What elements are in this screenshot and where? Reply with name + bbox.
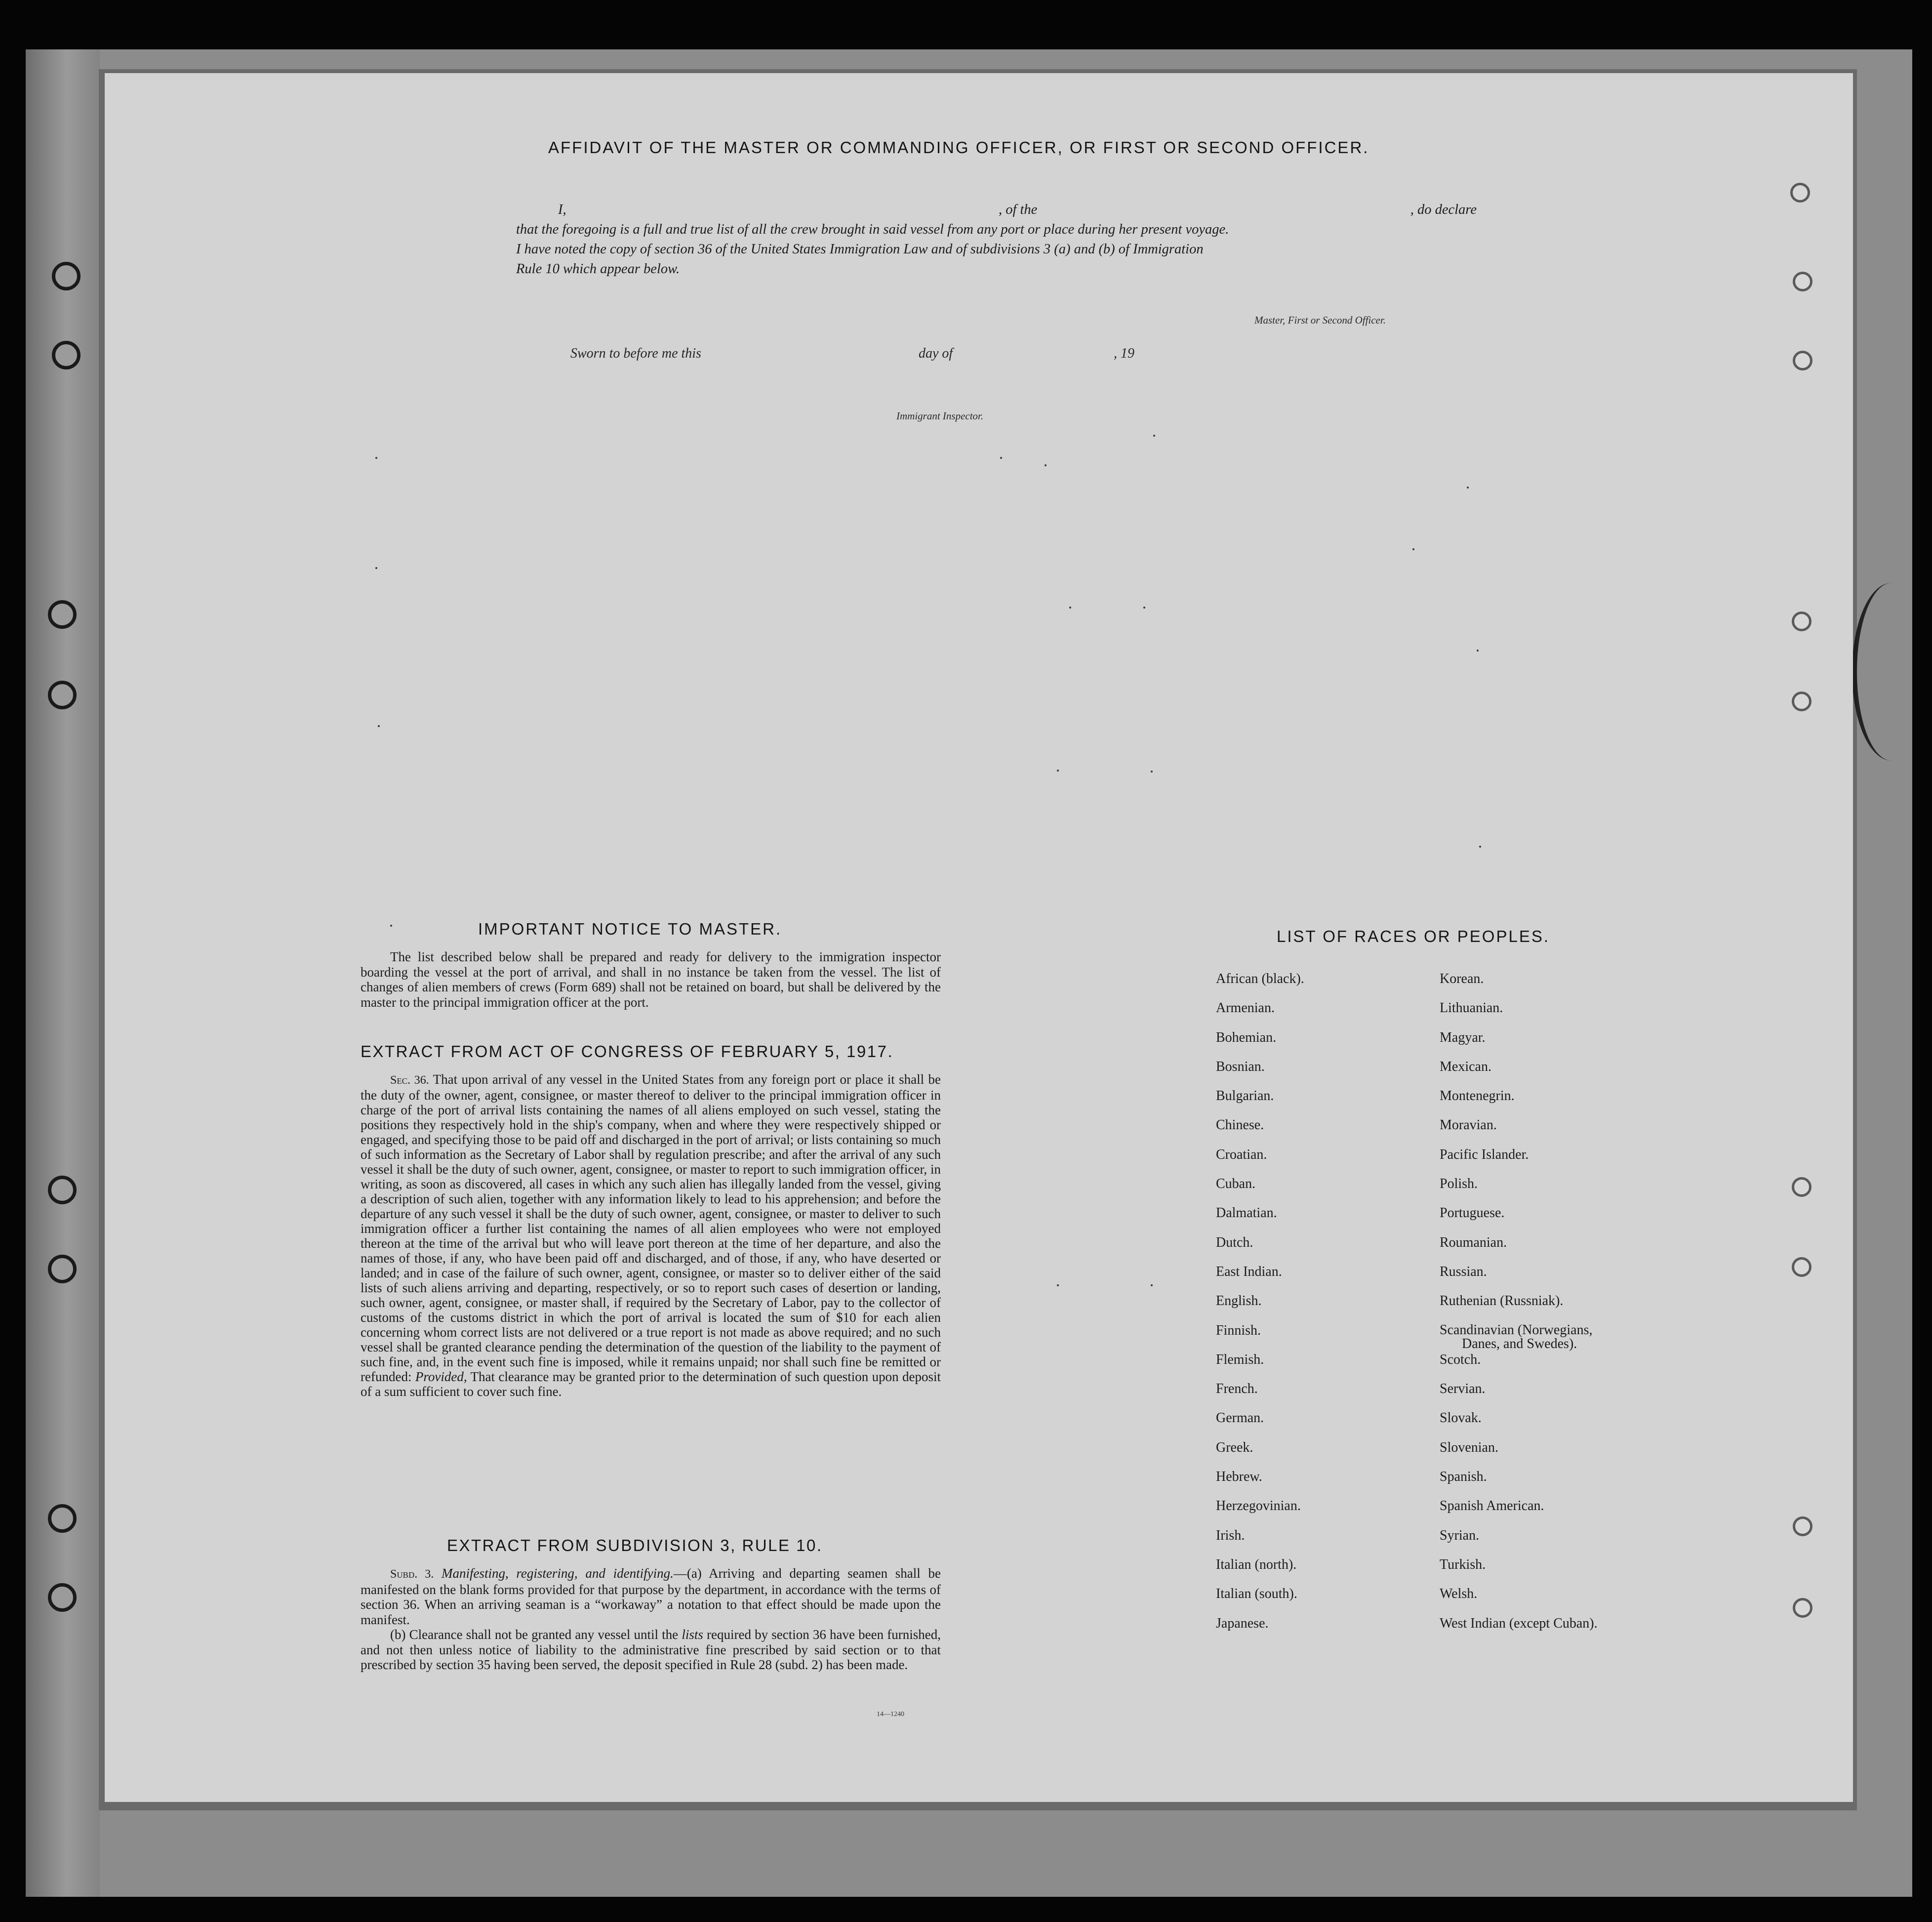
race-item: Herzegovinian. xyxy=(1216,1498,1301,1514)
page-hole xyxy=(1792,1177,1811,1197)
section-label: Sec. 36. xyxy=(390,1074,429,1087)
race-item: Ruthenian (Russniak). xyxy=(1440,1293,1564,1309)
page-hole xyxy=(1793,1598,1812,1618)
binder-hole xyxy=(52,262,80,290)
race-item: Flemish. xyxy=(1216,1351,1264,1367)
form-number: 14—1240 xyxy=(877,1711,904,1718)
race-item: Russian. xyxy=(1440,1264,1487,1279)
declaration-line: that the foregoing is a full and true list of all the crew brought in said vessel from any port or place during her present voyage. xyxy=(516,222,1229,237)
race-item: Italian (north). xyxy=(1216,1556,1297,1572)
race-item: Bosnian. xyxy=(1216,1059,1265,1074)
race-item: Slovak. xyxy=(1440,1410,1482,1426)
declaration-i: I, xyxy=(558,202,566,217)
paper-speck xyxy=(1057,1284,1059,1286)
provided-word: Provided, xyxy=(415,1369,467,1384)
race-item: Dalmatian. xyxy=(1216,1205,1277,1221)
signature-caption: Master, First or Second Officer. xyxy=(1254,314,1386,326)
race-item: Pacific Islander. xyxy=(1440,1146,1529,1162)
race-item-line: Scandinavian (Norwegians, xyxy=(1440,1322,1593,1338)
race-item: Montenegrin. xyxy=(1440,1088,1515,1104)
race-item: Korean. xyxy=(1440,971,1484,986)
race-item-line: Danes, and Swedes). xyxy=(1462,1336,1577,1351)
rule-lists-word: lists xyxy=(682,1627,703,1642)
race-item: Polish. xyxy=(1440,1176,1478,1192)
binder-strip xyxy=(26,49,100,1897)
binder-hole xyxy=(48,1504,77,1533)
race-item: Italian (south). xyxy=(1216,1586,1297,1602)
race-item xyxy=(1440,1323,1598,1352)
page-hole xyxy=(1793,1516,1812,1536)
affidavit-declaration xyxy=(516,200,1477,279)
declaration-of-the: , of the xyxy=(998,202,1038,217)
paper-speck xyxy=(1151,1284,1153,1286)
race-item: Bulgarian. xyxy=(1216,1088,1274,1104)
paper-speck xyxy=(378,725,380,727)
race-item: East Indian. xyxy=(1216,1264,1282,1279)
race-item: Turkish. xyxy=(1440,1556,1486,1572)
race-item: Japanese. xyxy=(1216,1615,1269,1631)
binder-hole xyxy=(48,1176,77,1204)
race-item: Spanish. xyxy=(1440,1469,1487,1485)
races-list-left xyxy=(1216,972,1304,1645)
race-item: Cuban. xyxy=(1216,1176,1256,1192)
binder-hole xyxy=(48,1583,77,1612)
binder-hole xyxy=(48,600,77,629)
race-item: Mexican. xyxy=(1440,1059,1491,1074)
race-item: Armenian. xyxy=(1216,1000,1275,1016)
affidavit-title: AFFIDAVIT OF THE MASTER OR COMMANDING OFFICER, OR FIRST OR SECOND OFFICER. xyxy=(548,138,1369,157)
race-item: Magyar. xyxy=(1440,1029,1486,1045)
paper-speck xyxy=(1069,607,1071,609)
paper-speck xyxy=(390,925,392,927)
notice-title: IMPORTANT NOTICE TO MASTER. xyxy=(478,920,782,938)
paper-speck xyxy=(1467,487,1469,489)
page-hole xyxy=(1793,351,1812,370)
notice-body: The list described below shall be prepared and ready for delivery to the immigration inspector boarding the vessel at the port of arrival, and shall in no instance be taken from the vessel. The list of changes of alien members of crews (Form 689) shall not be retained on board, but shall be delivered by the master to the principal immigration officer at the port. xyxy=(361,949,941,1010)
race-item: Bohemian. xyxy=(1216,1029,1277,1045)
race-item: French. xyxy=(1216,1381,1258,1397)
section-36-body: That upon arrival of any vessel in the United States from any foreign port or place it shall be the duty of the owner, agent, consignee, or master thereof to deliver to the principal immigration officer in charge of the port of arrival lists containing the names of all aliens employed on such vessel, stating the positions they respectively hold in the ship's company, when and where they were respectively shipped or engaged, and specifying those to be paid off and discharged in the port of arrival; or lists containing so much of such information as the Secretary of Labor shall by regulation prescribe; and after the arrival of any such vessel it shall be the duty of such owner, agent, consignee, or master to report to such immigration officer, in writing, as soon as discovered, all cases in which any such alien has illegally landed from the vessel, giving a description of such alien, together with any information likely to lead to his apprehension; and before the departure of any such vessel it shall be the duty of such owner, agent, consignee, or master to deliver to such immigration officer a further list containing the names of all alien employees who were not employed thereon at the time of the arrival but who will leave port thereon at the time of her departure, and also the names of those, if any, who have been paid off and discharged, and of those, if any, who have deserted or landed; and in case of the failure of such owner, agent, consignee, or master so to deliver either of the said lists of such aliens arriving and departing, respectively, or so to report such cases of desertion or landing, such owner, agent, consignee, or master shall, if required by the Secretary of Labor, pay to the collector of customs of the customs district in which the port of arrival is located the sum of $10 for each alien concerning whom correct lists are not delivered or a true report is not made as above required; and no such vessel shall be granted clearance pending the determination of the question of the liability to the payment of such fine, and, in the event such fine is imposed, while it remains unpaid; nor shall such fine be remitted or refunded: xyxy=(361,1072,941,1384)
paper-speck xyxy=(1057,770,1059,772)
page-hole xyxy=(1790,183,1810,203)
section-36-body-end: That clearance may be granted prior to the determination of such question upon deposit of a sum sufficient to cover such fine. xyxy=(361,1369,941,1399)
races-title: LIST OF RACES OR PEOPLES. xyxy=(1277,927,1550,945)
race-item: Slovenian. xyxy=(1440,1439,1498,1455)
paper-speck xyxy=(1000,457,1002,459)
race-item: English. xyxy=(1216,1293,1262,1309)
margin-ink-mark xyxy=(1852,583,1931,761)
race-item: Scotch. xyxy=(1440,1351,1481,1367)
binder-hole xyxy=(48,681,77,709)
declaration-line xyxy=(516,200,1477,220)
race-item: Croatian. xyxy=(1216,1146,1267,1162)
vessel-blank[interactable] xyxy=(1051,200,1397,220)
rule-10-text xyxy=(361,1566,941,1673)
races-list-right xyxy=(1440,972,1598,1645)
race-item: Lithuanian. xyxy=(1440,1000,1503,1016)
race-item: African (black). xyxy=(1216,971,1304,986)
section-36-text xyxy=(361,1072,941,1399)
extract-act-title: EXTRACT FROM ACT OF CONGRESS OF FEBRUARY 5, 1917. xyxy=(361,1042,894,1061)
race-item: Chinese. xyxy=(1216,1117,1264,1133)
subdivision-label: Subd. 3. xyxy=(390,1568,434,1581)
rule-para-b-start: (b) Clearance shall not be granted any vessel until the xyxy=(390,1627,679,1642)
paper-speck xyxy=(1153,435,1155,437)
paper-speck xyxy=(1412,548,1414,550)
binder-hole xyxy=(52,341,80,369)
rule-para-b xyxy=(361,1627,941,1673)
extract-rule-title: EXTRACT FROM SUBDIVISION 3, RULE 10. xyxy=(447,1536,823,1554)
race-item: Moravian. xyxy=(1440,1117,1497,1133)
race-item: Spanish American. xyxy=(1440,1498,1544,1514)
page-hole xyxy=(1792,1257,1811,1277)
paper-speck xyxy=(375,567,377,569)
race-item: Welsh. xyxy=(1440,1586,1478,1602)
rule-para-a xyxy=(361,1566,941,1627)
race-item: Servian. xyxy=(1440,1381,1486,1397)
declaration-line: Rule 10 which appear below. xyxy=(516,261,680,277)
race-item: German. xyxy=(1216,1410,1264,1426)
race-item: Dutch. xyxy=(1216,1234,1253,1250)
declaration-line: I have noted the copy of section 36 of the United States Immigration Law and of subdivisions 3 (a) and (b) of Immigration xyxy=(516,242,1204,257)
race-item: Finnish. xyxy=(1216,1322,1261,1338)
rule-heading: Manifesting, registering, and identifying. xyxy=(441,1566,674,1581)
paper-speck xyxy=(375,457,377,459)
race-item: Hebrew. xyxy=(1216,1469,1262,1485)
race-item: West Indian (except Cuban). xyxy=(1440,1615,1598,1631)
race-item: Roumanian. xyxy=(1440,1234,1507,1250)
paper-speck xyxy=(1143,607,1145,609)
paper-speck xyxy=(1045,464,1046,466)
inspector-caption: Immigrant Inspector. xyxy=(896,410,984,422)
page-hole xyxy=(1792,692,1811,711)
paper-speck xyxy=(1477,650,1479,652)
race-item: Irish. xyxy=(1216,1527,1245,1543)
page-hole xyxy=(1792,612,1811,631)
race-item: Greek. xyxy=(1216,1439,1253,1455)
rule-para-b-end: required by section 36 have been furnished, and not then unless notice of liability to the administrative fine prescribed by said section or to that prescribed by section 35 having been served, the deposit specified in Rule 28 (subd. 2) has been made. xyxy=(361,1627,941,1672)
rule-para-a-text: —(a) Arriving and departing seamen shall be manifested on the blank forms provided for that purpose by the department, in accordance with the terms of section 36. When an arriving seaman is a “workaway” a notation to that effect should be made upon the manifest. xyxy=(361,1566,941,1627)
page-hole xyxy=(1793,272,1812,291)
sworn-day-of: day of xyxy=(919,346,953,361)
paper-speck xyxy=(1151,771,1153,773)
declaration-do-declare: , do declare xyxy=(1410,202,1477,217)
name-blank[interactable] xyxy=(580,200,985,220)
binder-hole xyxy=(48,1255,77,1283)
paper-speck xyxy=(1479,846,1481,848)
sworn-year: , 19 xyxy=(1114,346,1134,361)
race-item: Portuguese. xyxy=(1440,1205,1505,1221)
sworn-prefix: Sworn to before me this xyxy=(570,346,701,361)
race-item: Syrian. xyxy=(1440,1527,1480,1543)
